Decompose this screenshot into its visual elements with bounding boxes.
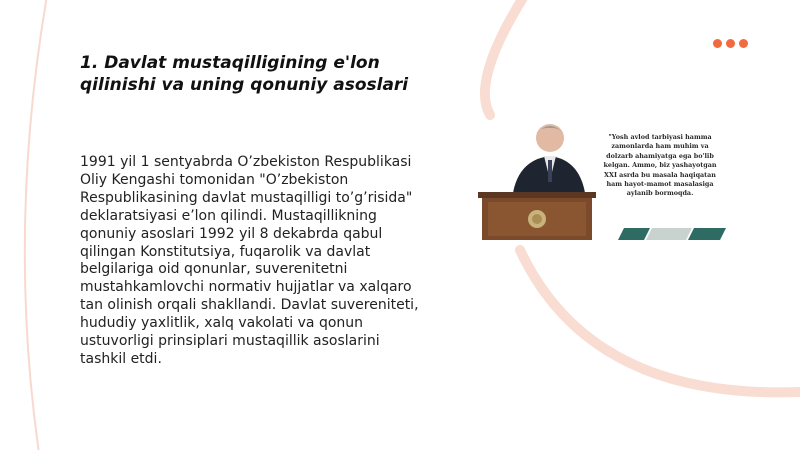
decorative-dots bbox=[713, 39, 748, 48]
top-arc bbox=[485, 0, 528, 115]
photo-quote: "Yosh avlod tarbiyasi hamma zamonlarda ham muhim va dolzarb ahamiyatga ega bo'lib kelgan. Ammo, biz yashayotgan XXI asrda bu masala haqiqatan ham hayot-mamot masalasiga aylanib bormoqda. bbox=[603, 133, 717, 198]
left-arc bbox=[25, 0, 48, 450]
right-arc bbox=[520, 250, 800, 392]
slide-body-text: 1991 yil 1 sentyabrda O’zbekiston Respublikasi Oliy Kengashi tomonidan "O’zbekiston Respublikasining davlat mustaqilligi to’g’risida" deklaratsiyasi e’lon qilindi. Mustaqillikning qonuniy asoslari 1992 yil 8 dekabrda qabul qilingan Konstitutsiya, fuqarolik va davlat belgilariga oid qonunlar, suverenitetni mustahkamlovchi normativ hujjatlar va xalqaro tan olinish orqali shakllandi. Davlat suvereniteti, hududiy yaxlitlik, xalq vakolati va qonun ustuvorligi prinsiplari mustaqillik asoslarini tashkil etdi. bbox=[80, 154, 419, 367]
slide-title: 1. Davlat mustaqilligining e'lon qilinishi va uning qonuniy asoslari bbox=[80, 53, 409, 95]
dot-icon bbox=[739, 39, 748, 48]
podium-icon bbox=[478, 192, 596, 240]
teal-stripes bbox=[618, 228, 726, 240]
dot-icon bbox=[726, 39, 735, 48]
dot-icon bbox=[713, 39, 722, 48]
